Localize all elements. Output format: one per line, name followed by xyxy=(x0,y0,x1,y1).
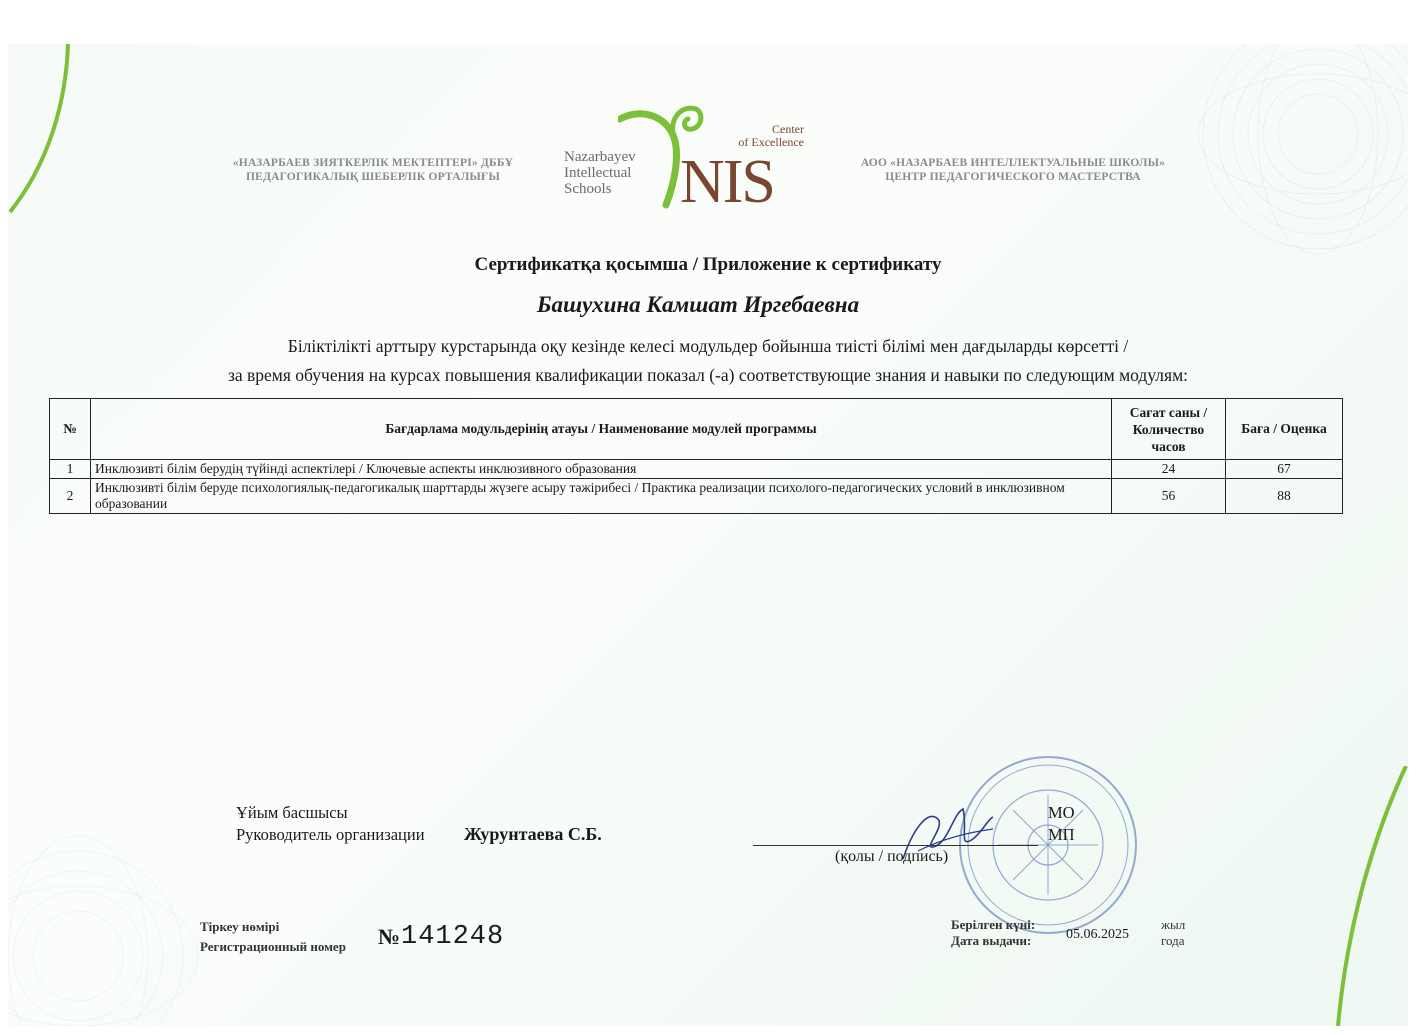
row-hours: 24 xyxy=(1112,460,1226,479)
registration-label xyxy=(200,917,346,957)
registration-number: 141248 xyxy=(401,922,505,952)
header-module: Бағдарлама модульдерінің атауы / Наименование модулей программы xyxy=(91,399,1112,460)
table-header-row xyxy=(50,399,1343,460)
row-num: 1 xyxy=(50,460,91,479)
issue-label-ru: Дата выдачи: xyxy=(951,933,1032,948)
signatory-name: Журунтаева С.Б. xyxy=(464,824,602,844)
logo-text-line1: Nazarbayev xyxy=(564,149,636,165)
signatory-role xyxy=(236,802,425,846)
issue-label-kz: Берілген күні: xyxy=(951,917,1036,932)
logo-brand: NIS xyxy=(680,148,774,216)
header-right-line1: АОО «НАЗАРБАЕВ ИНТЕЛЛЕКТУАЛЬНЫЕ ШКОЛЫ» xyxy=(860,157,1166,169)
registration-label-ru: Регистрационный номер xyxy=(200,939,346,954)
year-unit-ru: года xyxy=(1161,933,1185,948)
intro-kz: Біліктілікті арттыру курстарында оқу кезінде келесі модульдер бойынша тиісті білімі мен дағдыларды көрсетті / xyxy=(287,336,1129,356)
logo-coe-line2: of Excellence xyxy=(738,135,804,149)
registration-no-sign: № xyxy=(378,924,401,949)
logo-text xyxy=(564,149,636,197)
row-module: Инклюзивті білім берудің түйінді аспектілері / Ключевые аспекты инклюзивного образования xyxy=(91,460,1112,479)
header-left-org xyxy=(208,156,538,184)
row-grade: 67 xyxy=(1226,460,1343,479)
certificate-sheet xyxy=(8,44,1408,1026)
logo-center-of-excellence xyxy=(728,123,804,149)
mp-label: МП xyxy=(1048,825,1075,844)
issue-date: 05.06.2025 xyxy=(1066,927,1129,942)
modules-table xyxy=(49,398,1343,514)
mo-label: МО xyxy=(1048,803,1075,822)
logo-coe-line1: Center xyxy=(772,122,804,136)
seal-place-label xyxy=(1048,802,1075,846)
row-hours: 56 xyxy=(1112,479,1226,514)
document-title: Сертификатқа қосымша / Приложение к сертификату xyxy=(474,254,942,275)
role-kz: Ұйым басшысы xyxy=(236,803,348,822)
corner-swirl-icon xyxy=(1318,766,1408,1026)
row-grade: 88 xyxy=(1226,479,1343,514)
header-num: № xyxy=(50,399,91,460)
header-left-line2: ПЕДАГОГИКАЛЫҚ ШЕБЕРЛІК ОРТАЛЫҒЫ xyxy=(245,171,501,183)
table-row xyxy=(50,460,1343,479)
header-left-line1: «НАЗАРБАЕВ ЗИЯТКЕРЛІК МЕКТЕПТЕРІ» ДББҰ xyxy=(232,157,514,169)
header-right-org xyxy=(833,156,1193,184)
signature-caption: (қолы / подпись) xyxy=(835,848,949,865)
signature-line xyxy=(753,845,1038,846)
logo-text-line2: Intellectual xyxy=(564,165,632,181)
intro-ru: за время обучения на курсах повышения квалификации показал (-а) соответствующие знания и навыки по следующим модулям: xyxy=(227,365,1189,385)
header-right-line2: ЦЕНТР ПЕДАГОГИЧЕСКОГО МАСТЕРСТВА xyxy=(885,171,1141,183)
table-row xyxy=(50,479,1343,514)
guilloche-pattern-icon xyxy=(8,826,208,1026)
corner-swirl-icon xyxy=(8,44,88,224)
registration-label-kz: Тіркеу нөмірі xyxy=(200,919,280,934)
row-module: Инклюзивті білім беруде психологиялық-педагогикалық шарттарды жүзеге асыру тәжірибесі / Практика реализации психолого-педагогических условий в инклюзивном образовании xyxy=(91,479,1112,514)
person-name: Башухина Камшат Иргебаевна xyxy=(536,292,860,317)
nis-logo xyxy=(560,99,820,219)
logo-text-line3: Schools xyxy=(564,181,612,197)
issue-year-unit xyxy=(1161,917,1185,949)
issue-date-label xyxy=(951,917,1035,949)
row-num: 2 xyxy=(50,479,91,514)
guilloche-pattern-icon xyxy=(1188,44,1408,264)
header-hours: Сағат саны / Количество часов xyxy=(1112,399,1226,460)
role-ru: Руководитель организации xyxy=(236,825,425,844)
header-grade: Баға / Оценка xyxy=(1226,399,1343,460)
year-unit-kz: жыл xyxy=(1161,917,1186,932)
